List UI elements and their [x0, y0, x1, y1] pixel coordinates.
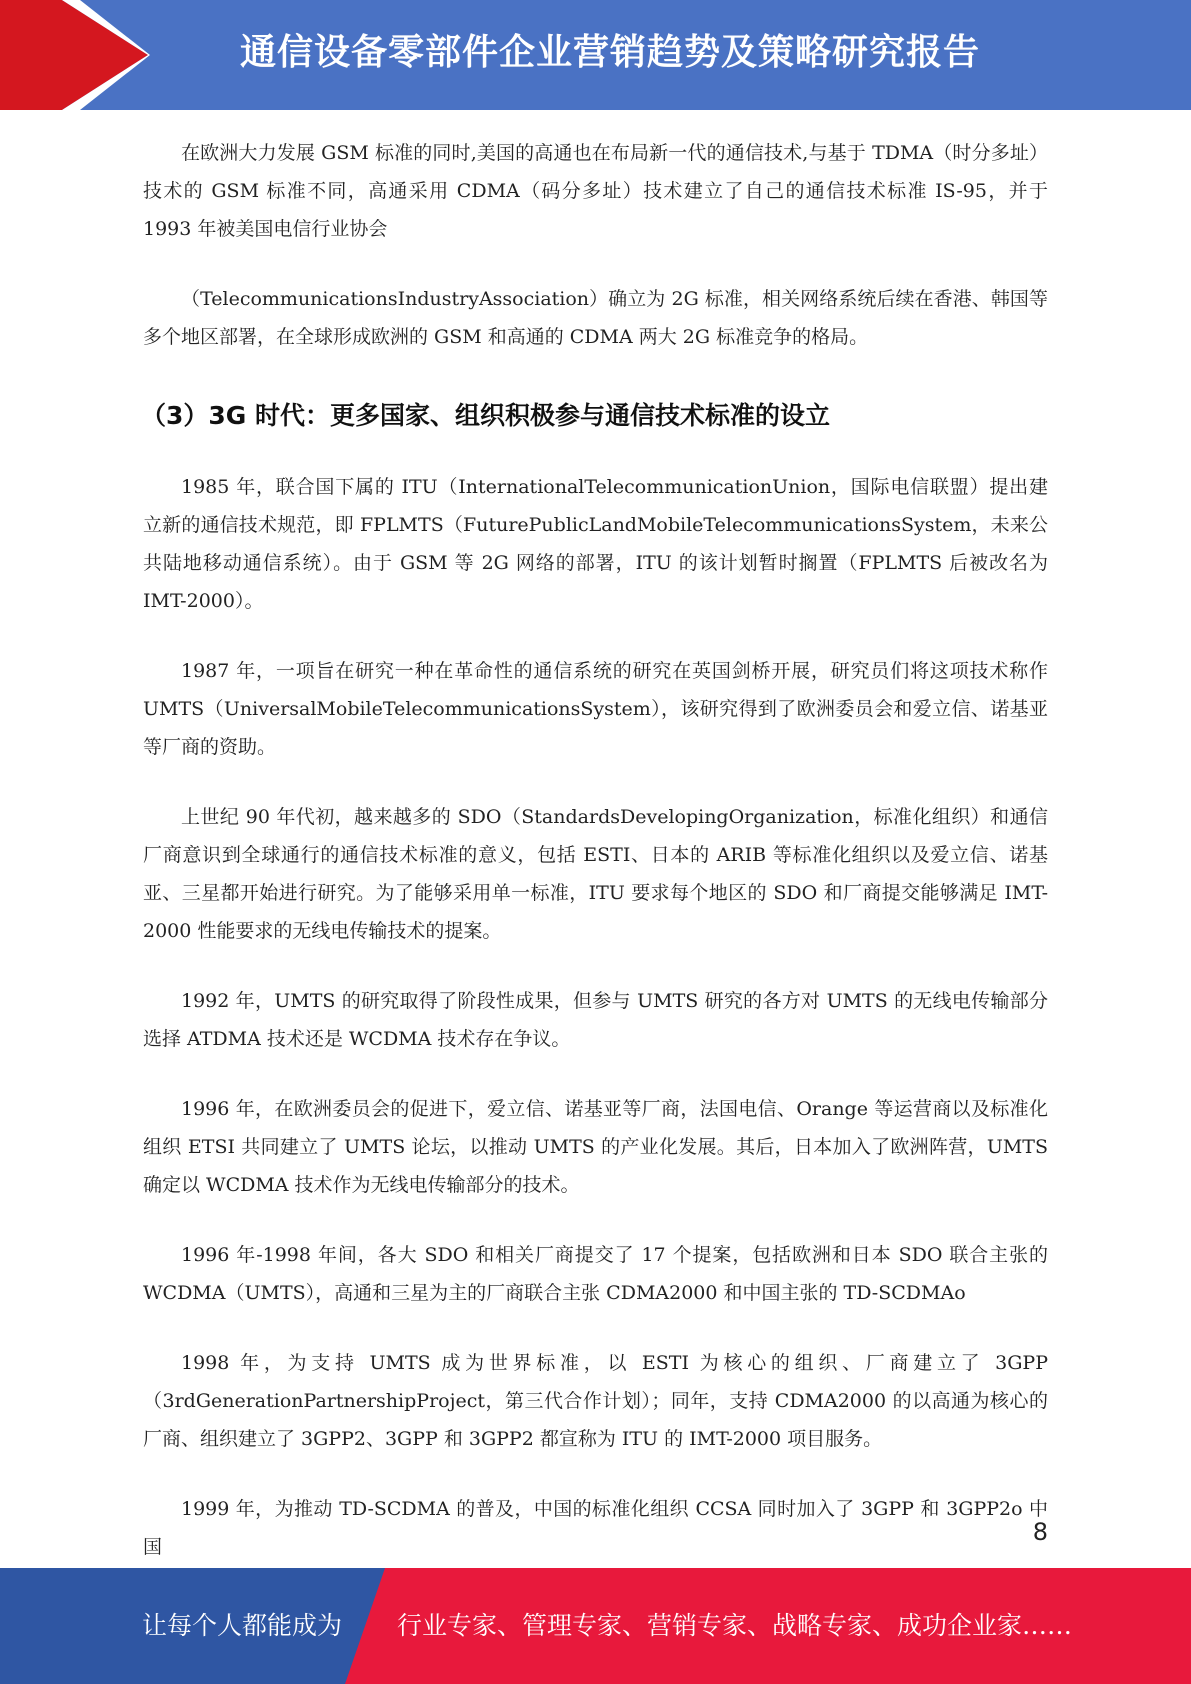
paragraph: （TelecommunicationsIndustryAssociation）确立为 2G 标准，相关网络系统后续在香港、韩国等多个地区部署，在全球形成欧洲的 GSM 和高通的 CDMA 两大 2G 标准竞争的格局。	[143, 288, 1048, 348]
paragraph: 1992 年，UMTS 的研究取得了阶段性成果，但参与 UMTS 研究的各方对 UMTS 的无线电传输部分选择 ATDMA 技术还是 WCDMA 技术存在争议。	[143, 990, 1048, 1050]
paragraph: 在欧洲大力发展 GSM 标准的同时,美国的高通也在布局新一代的通信技术,与基于 TDMA（时分多址）技术的 GSM 标准不同，高通采用 CDMA（码分多址）技术建立了自己的通信技术标准 IS-95，并于 1993 年被美国电信行业协会	[143, 142, 1048, 240]
footer-slogan-right: 行业专家、管理专家、营销专家、战略专家、成功企业家……	[397, 1611, 1073, 1640]
footer-slogan-left: 让每个人都能成为	[142, 1611, 343, 1640]
paragraph: 1985 年，联合国下属的 ITU（InternationalTelecommunicationUnion，国际电信联盟）提出建立新的通信技术规范，即 FPLMTS（FuturePublicLandMobileTelecommunicationsSystem，未来公共陆地移动通信系统）。由于 GSM 等 2G 网络的部署，ITU 的该计划暂时搁置（FPLMTS 后被改名为 IMT-2000）。	[143, 476, 1048, 612]
paragraph: 1996 年，在欧洲委员会的促进下，爱立信、诺基亚等厂商，法国电信、Orange 等运营商以及标准化组织 ETSI 共同建立了 UMTS 论坛，以推动 UMTS 的产业化发展。其后，日本加入了欧洲阵营，UMTS 确定以 WCDMA 技术作为无线电传输部分的技术。	[143, 1098, 1048, 1196]
red-chevron-decoration	[0, 0, 160, 110]
document-body	[143, 134, 1048, 1598]
paragraph: 上世纪 90 年代初，越来越多的 SDO（StandardsDevelopingOrganization，标准化组织）和通信厂商意识到全球通行的通信技术标准的意义，包括 ESTI、日本的 ARIB 等标准化组织以及爱立信、诺基亚、三星都开始进行研究。为了能够采用单一标准，ITU 要求每个地区的 SDO 和厂商提交能够满足 IMT-2000 性能要求的无线电传输技术的提案。	[143, 806, 1048, 942]
report-title: 通信设备零部件企业营销趋势及策略研究报告	[240, 32, 981, 73]
paragraph: 1996 年-1998 年间，各大 SDO 和相关厂商提交了 17 个提案，包括欧洲和日本 SDO 联合主张的 WCDMA（UMTS），高通和三星为主的厂商联合主张 CDMA2000 和中国主张的 TD-SCDMAo	[143, 1244, 1048, 1304]
paragraph: 1998 年，为支持 UMTS 成为世界标准，以 ESTI 为核心的组织、厂商建立了 3GPP（3rdGenerationPartnershipProject，第三代合作计划）；同年，支持 CDMA2000 的以高通为核心的厂商、组织建立了 3GPP2、3GPP 和 3GPP2 都宣称为 ITU 的 IMT-2000 项目服务。	[143, 1352, 1048, 1450]
paragraph: 1999 年，为推动 TD-SCDMA 的普及，中国的标准化组织 CCSA 同时加入了 3GPP 和 3GPP2o 中国	[143, 1498, 1048, 1558]
page-header	[0, 0, 1191, 110]
page-number: 8	[1032, 1518, 1048, 1546]
paragraph: 1987 年，一项旨在研究一种在革命性的通信系统的研究在英国剑桥开展，研究员们将这项技术称作 UMTS（UniversalMobileTelecommunicationsSystem），该研究得到了欧洲委员会和爱立信、诺基亚等厂商的资助。	[143, 660, 1048, 758]
section-heading: （3）3G 时代：更多国家、组织积极参与通信技术标准的设立	[141, 401, 831, 430]
page-footer	[0, 1568, 1191, 1684]
